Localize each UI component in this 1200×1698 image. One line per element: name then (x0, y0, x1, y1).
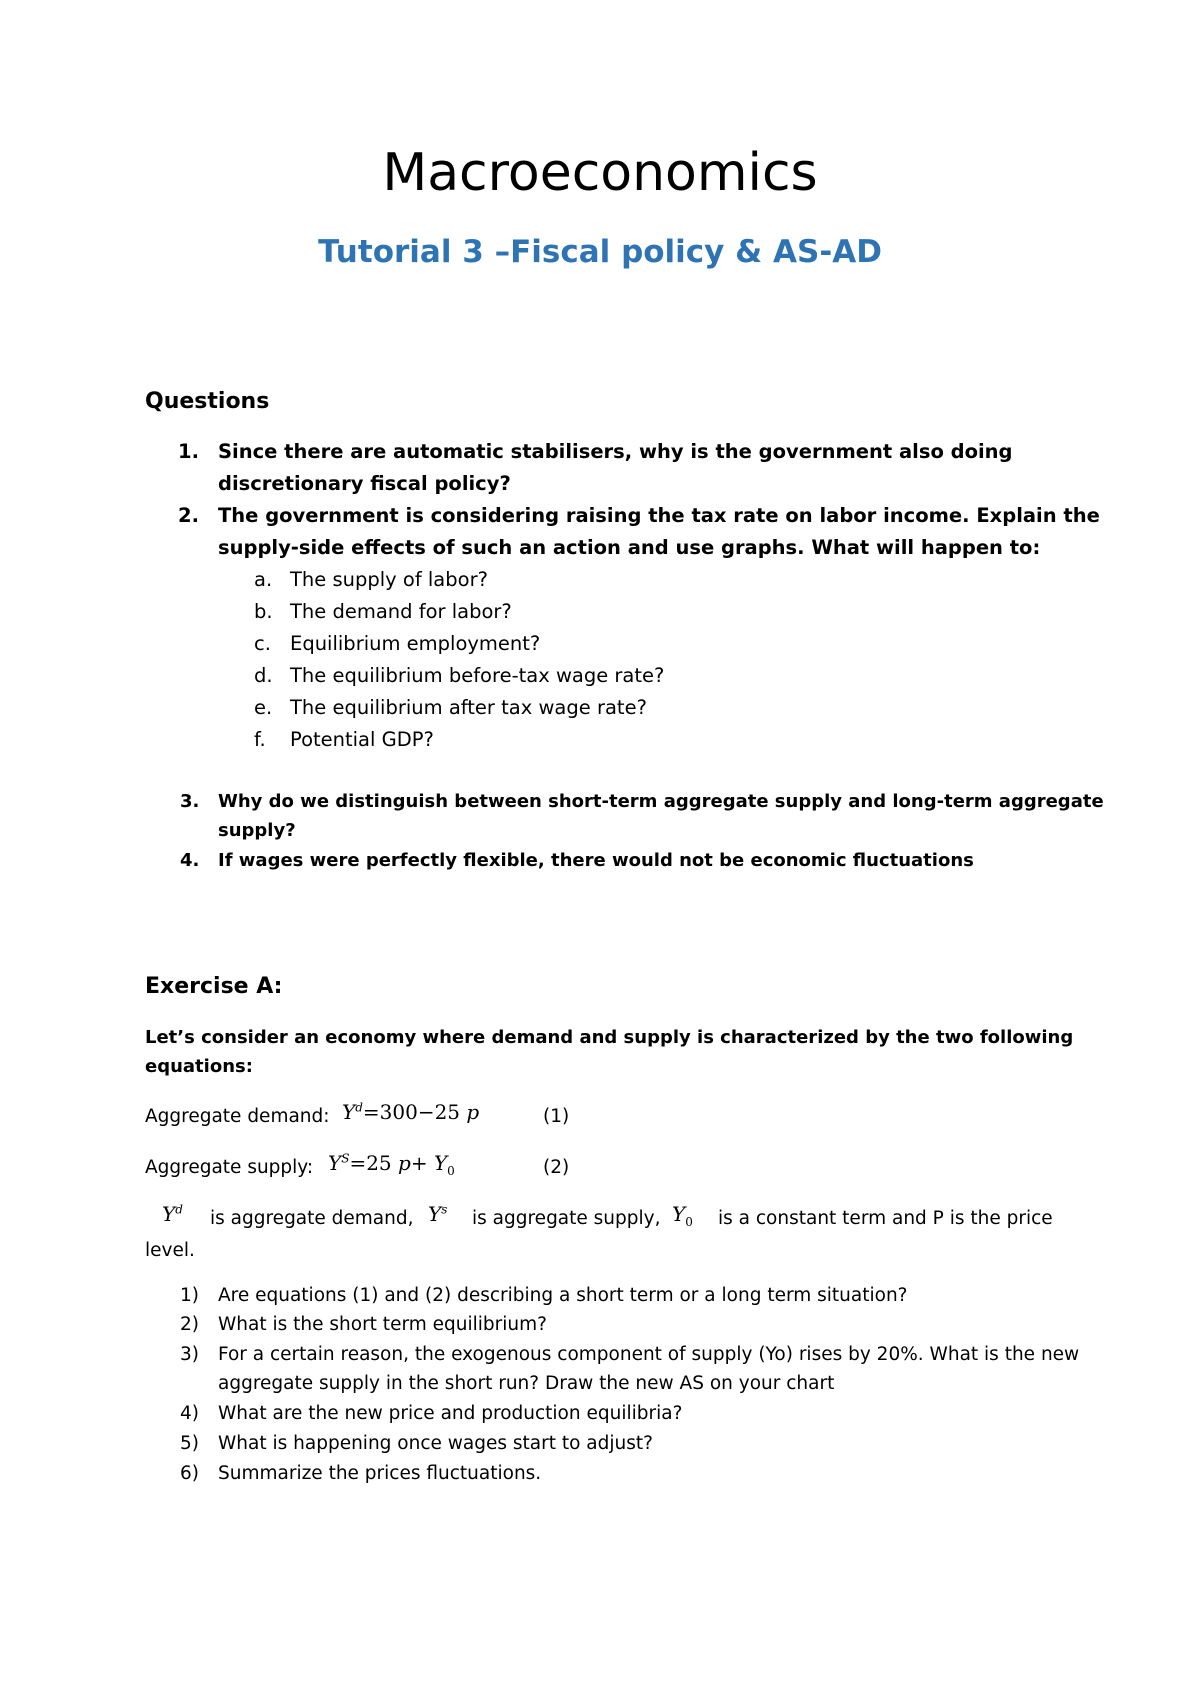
questions-heading: Questions (145, 389, 270, 414)
document-title: Macroeconomics (382, 143, 818, 203)
exercise-item-5-number: 5) (180, 1433, 199, 1454)
sub-item-a-letter: a. (254, 568, 273, 591)
sub-item-d-letter: d. (254, 664, 273, 687)
document-subtitle: Tutorial 3 –Fiscal policy & AS-AD (318, 234, 882, 270)
definition-y0: $Y_0$ (672, 1202, 693, 1229)
exercise-item-4-number: 4) (180, 1403, 199, 1424)
exercise-item-1-number: 1) (180, 1285, 199, 1306)
question-2-line-2: supply-side effects of such an action and use graphs. What will happen to: (218, 536, 1041, 559)
exercise-item-3-line-2: aggregate supply in the short run? Draw the new AS on your chart (218, 1373, 835, 1394)
exercise-heading: Exercise A: (145, 974, 283, 999)
definition-text-1: is aggregate demand, (210, 1208, 414, 1229)
sub-item-c-text: Equilibrium employment? (290, 632, 541, 655)
sub-item-c-letter: c. (254, 632, 271, 655)
aggregate-supply-equation: $Y^S=25$ $p+ Y_0$ (328, 1151, 455, 1178)
question-1-line-2: discretionary fiscal policy? (218, 472, 511, 495)
question-1-line-1: Since there are automatic stabilisers, why is the government also doing (218, 440, 1013, 463)
sub-item-d-text: The equilibrium before-tax wage rate? (290, 664, 665, 687)
exercise-item-3-number: 3) (180, 1344, 199, 1365)
definition-text-3: is a constant term and P is the price (718, 1208, 1053, 1229)
exercise-item-6-number: 6) (180, 1463, 199, 1484)
definition-text-2: is aggregate supply, (472, 1208, 661, 1229)
definition-yd: $Y^d$ (162, 1202, 183, 1226)
sub-item-e-letter: e. (254, 696, 273, 719)
aggregate-demand-label: Aggregate demand: (145, 1106, 330, 1127)
sub-item-f-letter: f. (254, 728, 266, 751)
question-3-line-1: Why do we distinguish between short-term aggregate supply and long-term aggregate (218, 791, 1104, 812)
exercise-item-2-text: What is the short term equilibrium? (218, 1314, 547, 1335)
exercise-item-3-line-1: For a certain reason, the exogenous component of supply (Yo) rises by 20%. What is the new (218, 1344, 1080, 1365)
exercise-item-1-text: Are equations (1) and (2) describing a short term or a long term situation? (218, 1285, 908, 1306)
exercise-item-2-number: 2) (180, 1314, 199, 1335)
equation-2-tag: (2) (543, 1157, 570, 1178)
equation-1-tag: (1) (543, 1106, 570, 1127)
question-2-number: 2. (178, 504, 199, 527)
sub-item-f-text: Potential GDP? (290, 728, 434, 751)
sub-item-b-letter: b. (254, 600, 273, 623)
question-3-number: 3. (180, 791, 200, 812)
exercise-intro-line-2: equations: (145, 1056, 253, 1077)
question-4-line-1: If wages were perfectly flexible, there would not be economic fluctuations (218, 850, 974, 871)
question-2-line-1: The government is considering raising the tax rate on labor income. Explain the (218, 504, 1100, 527)
definition-ys: $Y^s$ (428, 1202, 448, 1226)
exercise-item-6-text: Summarize the prices fluctuations. (218, 1463, 542, 1484)
aggregate-supply-label: Aggregate supply: (145, 1157, 314, 1178)
exercise-item-5-text: What is happening once wages start to adjust? (218, 1433, 653, 1454)
aggregate-demand-equation: $Y^d=300-25$ p (342, 1100, 480, 1124)
definition-text-4: level. (145, 1240, 195, 1261)
exercise-intro-line-1: Let’s consider an economy where demand and supply is characterized by the two following (145, 1027, 1074, 1048)
sub-item-b-text: The demand for labor? (290, 600, 512, 623)
question-4-number: 4. (180, 850, 200, 871)
sub-item-e-text: The equilibrium after tax wage rate? (290, 696, 647, 719)
exercise-item-4-text: What are the new price and production equilibria? (218, 1403, 683, 1424)
sub-item-a-text: The supply of labor? (290, 568, 488, 591)
question-3-line-2: supply? (218, 820, 296, 841)
question-1-number: 1. (178, 440, 199, 463)
